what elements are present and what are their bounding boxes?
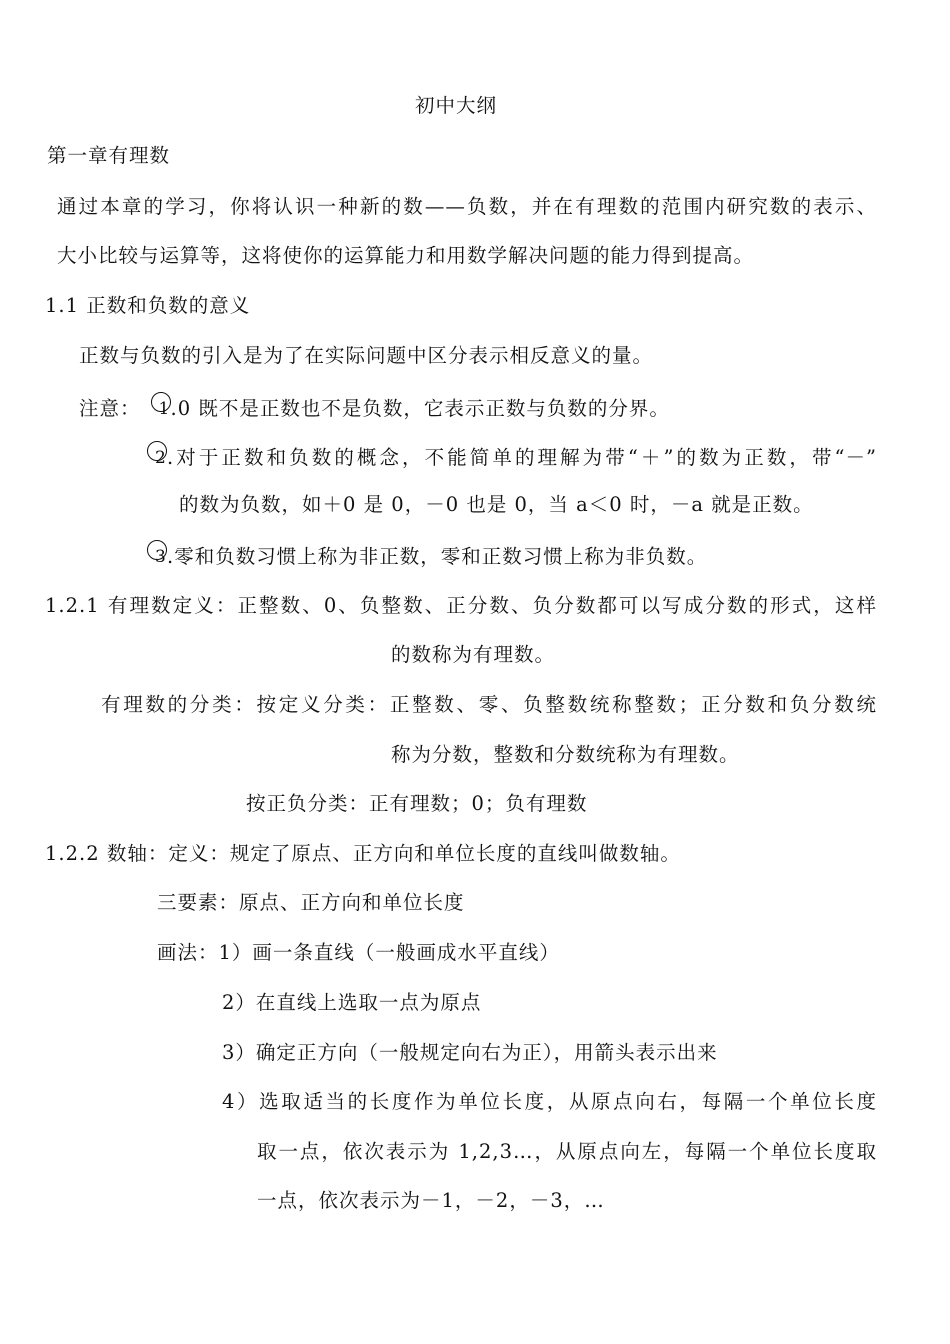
step-1-text: 1）画一条直线（一般画成水平直线） (218, 941, 560, 964)
drawing-method-step-4-line-1: 4）选取适当的长度作为单位长度，从原点向右，每隔一个单位长度 (222, 1090, 877, 1113)
drawing-method-step-4-line-3: 一点，依次表示为－1，－2，－3，… (257, 1189, 605, 1212)
note-2-continued: 的数为负数，如＋0 是 0，－0 也是 0，当 a＜0 时，－a 就是正数。 (179, 493, 814, 516)
note-label: 注意： (79, 397, 141, 420)
note-3-text: .零和负数习惯上称为非正数，零和正数习惯上称为非负数。 (167, 545, 708, 568)
intro-paragraph-line-2: 大小比较与运算等，这将使你的运算能力和用数学解决问题的能力得到提高。 (57, 244, 755, 267)
three-elements: 三要素：原点、正方向和单位长度 (157, 891, 465, 914)
drawing-method-step-4-line-2: 取一点，依次表示为 1,2,3…，从原点向左，每隔一个单位长度取 (257, 1140, 877, 1163)
drawing-method-step-2: 2）在直线上选取一点为原点 (222, 991, 482, 1014)
section-heading-1-1: 1.1 正数和负数的意义 (45, 294, 251, 317)
drawing-method-step-1 (157, 939, 560, 967)
number-line-definition: 1.2.2 数轴：定义：规定了原点、正方向和单位长度的直线叫做数轴。 (45, 842, 681, 865)
rational-definition-line-1: 1.2.1 有理数定义：正整数、0、负整数、正分数、负分数都可以写成分数的形式，这样 (45, 594, 877, 617)
note-1 (79, 392, 670, 423)
note-1-text: .0 既不是正数也不是负数，它表示正数与负数的分界。 (170, 397, 670, 420)
classification-line-3: 按正负分类：正有理数；0；负有理数 (246, 792, 588, 815)
section-1-1-text: 正数与负数的引入是为了在实际问题中区分表示相反意义的量。 (79, 344, 654, 367)
note-3 (147, 540, 707, 571)
circled-number-2-icon: 2 (147, 441, 167, 461)
circled-number-3-icon: 3 (147, 540, 167, 560)
document-title: 初中大纲 (415, 94, 498, 117)
drawing-method-step-3: 3）确定正方向（一般规定向右为正），用箭头表示出来 (222, 1041, 718, 1064)
circled-number-1-icon: 1 (151, 392, 171, 412)
rational-definition-line-2: 的数称为有理数。 (391, 643, 556, 666)
classification-line-1: 有理数的分类：按定义分类：正整数、零、负整数统称整数；正分数和负分数统 (101, 693, 877, 716)
method-label: 画法： (157, 941, 219, 964)
chapter-title: 第一章有理数 (47, 144, 171, 167)
note-2-text: .对于正数和负数的概念，不能简单的理解为带“＋”的数为正数，带“－” (167, 446, 877, 469)
note-2 (147, 441, 877, 472)
classification-line-2: 称为分数，整数和分数统称为有理数。 (391, 743, 740, 766)
intro-paragraph-line-1: 通过本章的学习，你将认识一种新的数——负数，并在有理数的范围内研究数的表示、 (57, 195, 877, 218)
